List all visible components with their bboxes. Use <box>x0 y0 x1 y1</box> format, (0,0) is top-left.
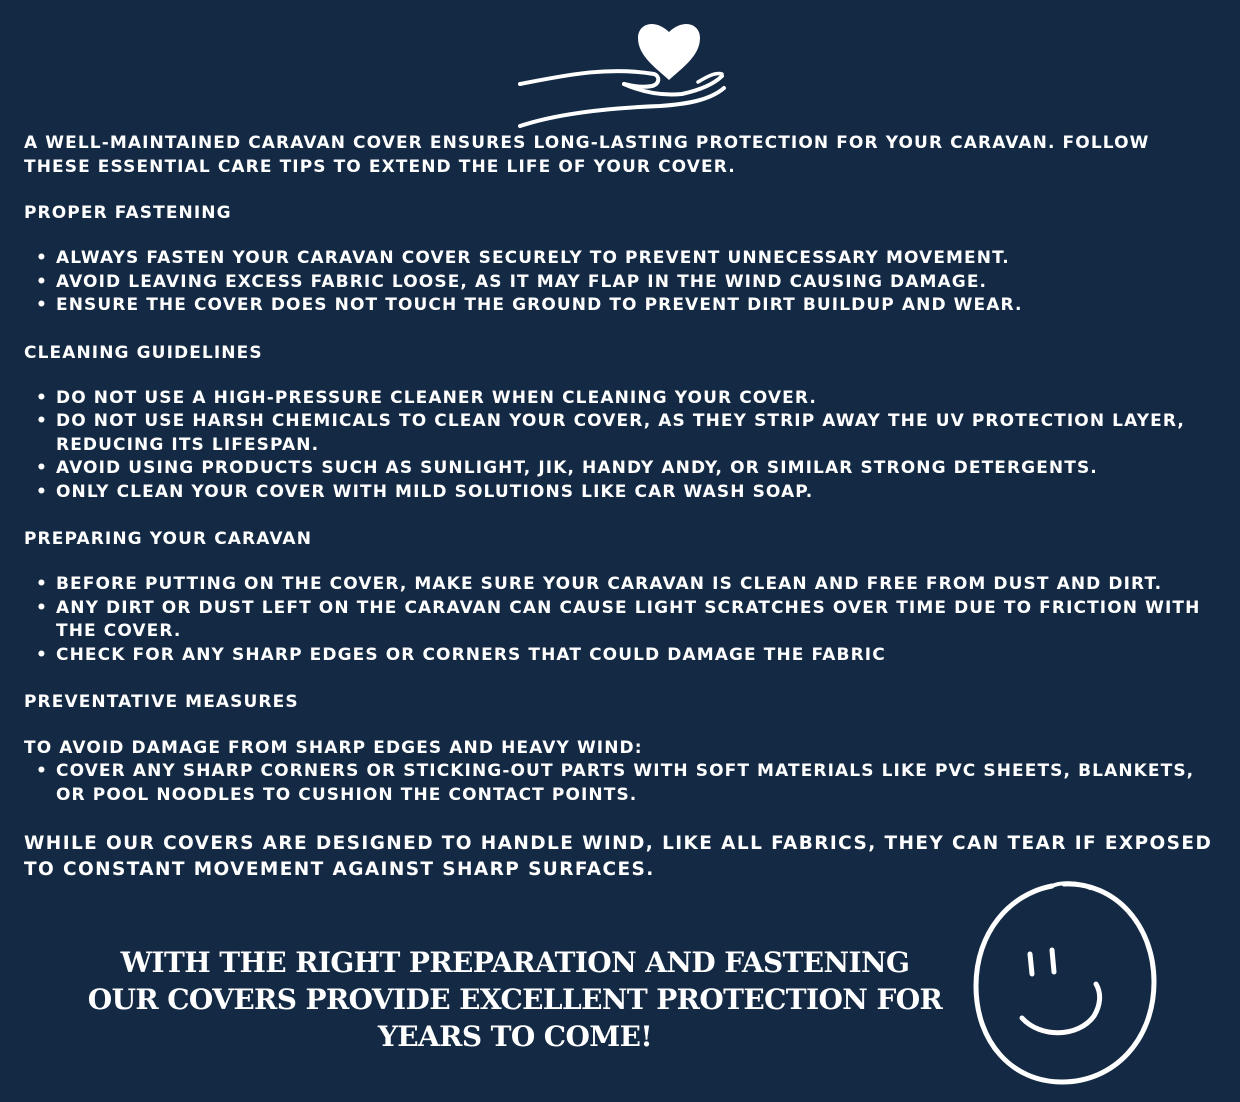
tagline-line: YEARS TO COME! <box>377 1020 653 1053</box>
list-item: • COVER ANY SHARP CORNERS OR STICKING-OUT PARTS WITH SOFT MATERIALS LIKE PVC SHEETS, BLANKETS, OR POOL NOODLES TO CUSHION THE CONTACT POINTS. <box>24 760 1220 807</box>
list-item: • ANY DIRT OR DUST LEFT ON THE CARAVAN CAN CAUSE LIGHT SCRATCHES OVER TIME DUE TO FRICTION WITH THE COVER. <box>24 597 1220 644</box>
smiley-face-icon <box>968 876 1164 1090</box>
preparing-caravan-list <box>24 573 1220 667</box>
list-item: • ONLY CLEAN YOUR COVER WITH MILD SOLUTIONS LIKE CAR WASH SOAP. <box>24 481 1220 505</box>
cleaning-guidelines-list <box>24 387 1220 505</box>
list-item: • BEFORE PUTTING ON THE COVER, MAKE SURE YOUR CARAVAN IS CLEAN AND FREE FROM DUST AND DIRT. <box>24 573 1220 597</box>
list-item: • DO NOT USE A HIGH-PRESSURE CLEANER WHEN CLEANING YOUR COVER. <box>24 387 1220 411</box>
preventative-measures-lead: TO AVOID DAMAGE FROM SHARP EDGES AND HEAVY WIND: <box>24 738 643 758</box>
section-heading-preventative-measures: PREVENTATIVE MEASURES <box>24 692 299 712</box>
list-item: • ALWAYS FASTEN YOUR CARAVAN COVER SECURELY TO PREVENT UNNECESSARY MOVEMENT. <box>24 247 1220 271</box>
list-item: • DO NOT USE HARSH CHEMICALS TO CLEAN YOUR COVER, AS THEY STRIP AWAY THE UV PROTECTION LAYER, REDUCING ITS LIFESPAN. <box>24 410 1220 457</box>
intro-text: A WELL-MAINTAINED CARAVAN COVER ENSURES LONG-LASTING PROTECTION FOR YOUR CARAVAN. FOLLOW THESE ESSENTIAL CARE TIPS TO EXTEND THE LIFE OF YOUR COVER. <box>24 133 1150 177</box>
care-content <box>24 131 1220 883</box>
tagline <box>40 944 990 1055</box>
section-heading-preparing-your-caravan: PREPARING YOUR CARAVAN <box>24 529 313 549</box>
closing-text: WHILE OUR COVERS ARE DESIGNED TO HANDLE WIND, LIKE ALL FABRICS, THEY CAN TEAR IF EXPOSED TO CONSTANT MOVEMENT AGAINST SHARP SURFACES. <box>24 833 1213 880</box>
heart-in-hand-icon <box>510 6 750 134</box>
tagline-line: OUR COVERS PROVIDE EXCELLENT PROTECTION FOR <box>87 983 943 1016</box>
list-item: • AVOID LEAVING EXCESS FABRIC LOOSE, AS IT MAY FLAP IN THE WIND CAUSING DAMAGE. <box>24 271 1220 295</box>
tagline-line: WITH THE RIGHT PREPARATION AND FASTENING <box>120 946 910 979</box>
section-heading-proper-fastening: PROPER FASTENING <box>24 203 232 223</box>
section-heading-cleaning-guidelines: CLEANING GUIDELINES <box>24 342 263 363</box>
list-item: • AVOID USING PRODUCTS SUCH AS SUNLIGHT, JIK, HANDY ANDY, OR SIMILAR STRONG DETERGENTS. <box>24 457 1220 481</box>
list-item: • ENSURE THE COVER DOES NOT TOUCH THE GROUND TO PREVENT DIRT BUILDUP AND WEAR. <box>24 294 1220 318</box>
proper-fastening-list <box>24 247 1220 318</box>
preventative-measures-list <box>24 760 1220 807</box>
list-item: • CHECK FOR ANY SHARP EDGES OR CORNERS THAT COULD DAMAGE THE FABRIC <box>24 644 1220 668</box>
